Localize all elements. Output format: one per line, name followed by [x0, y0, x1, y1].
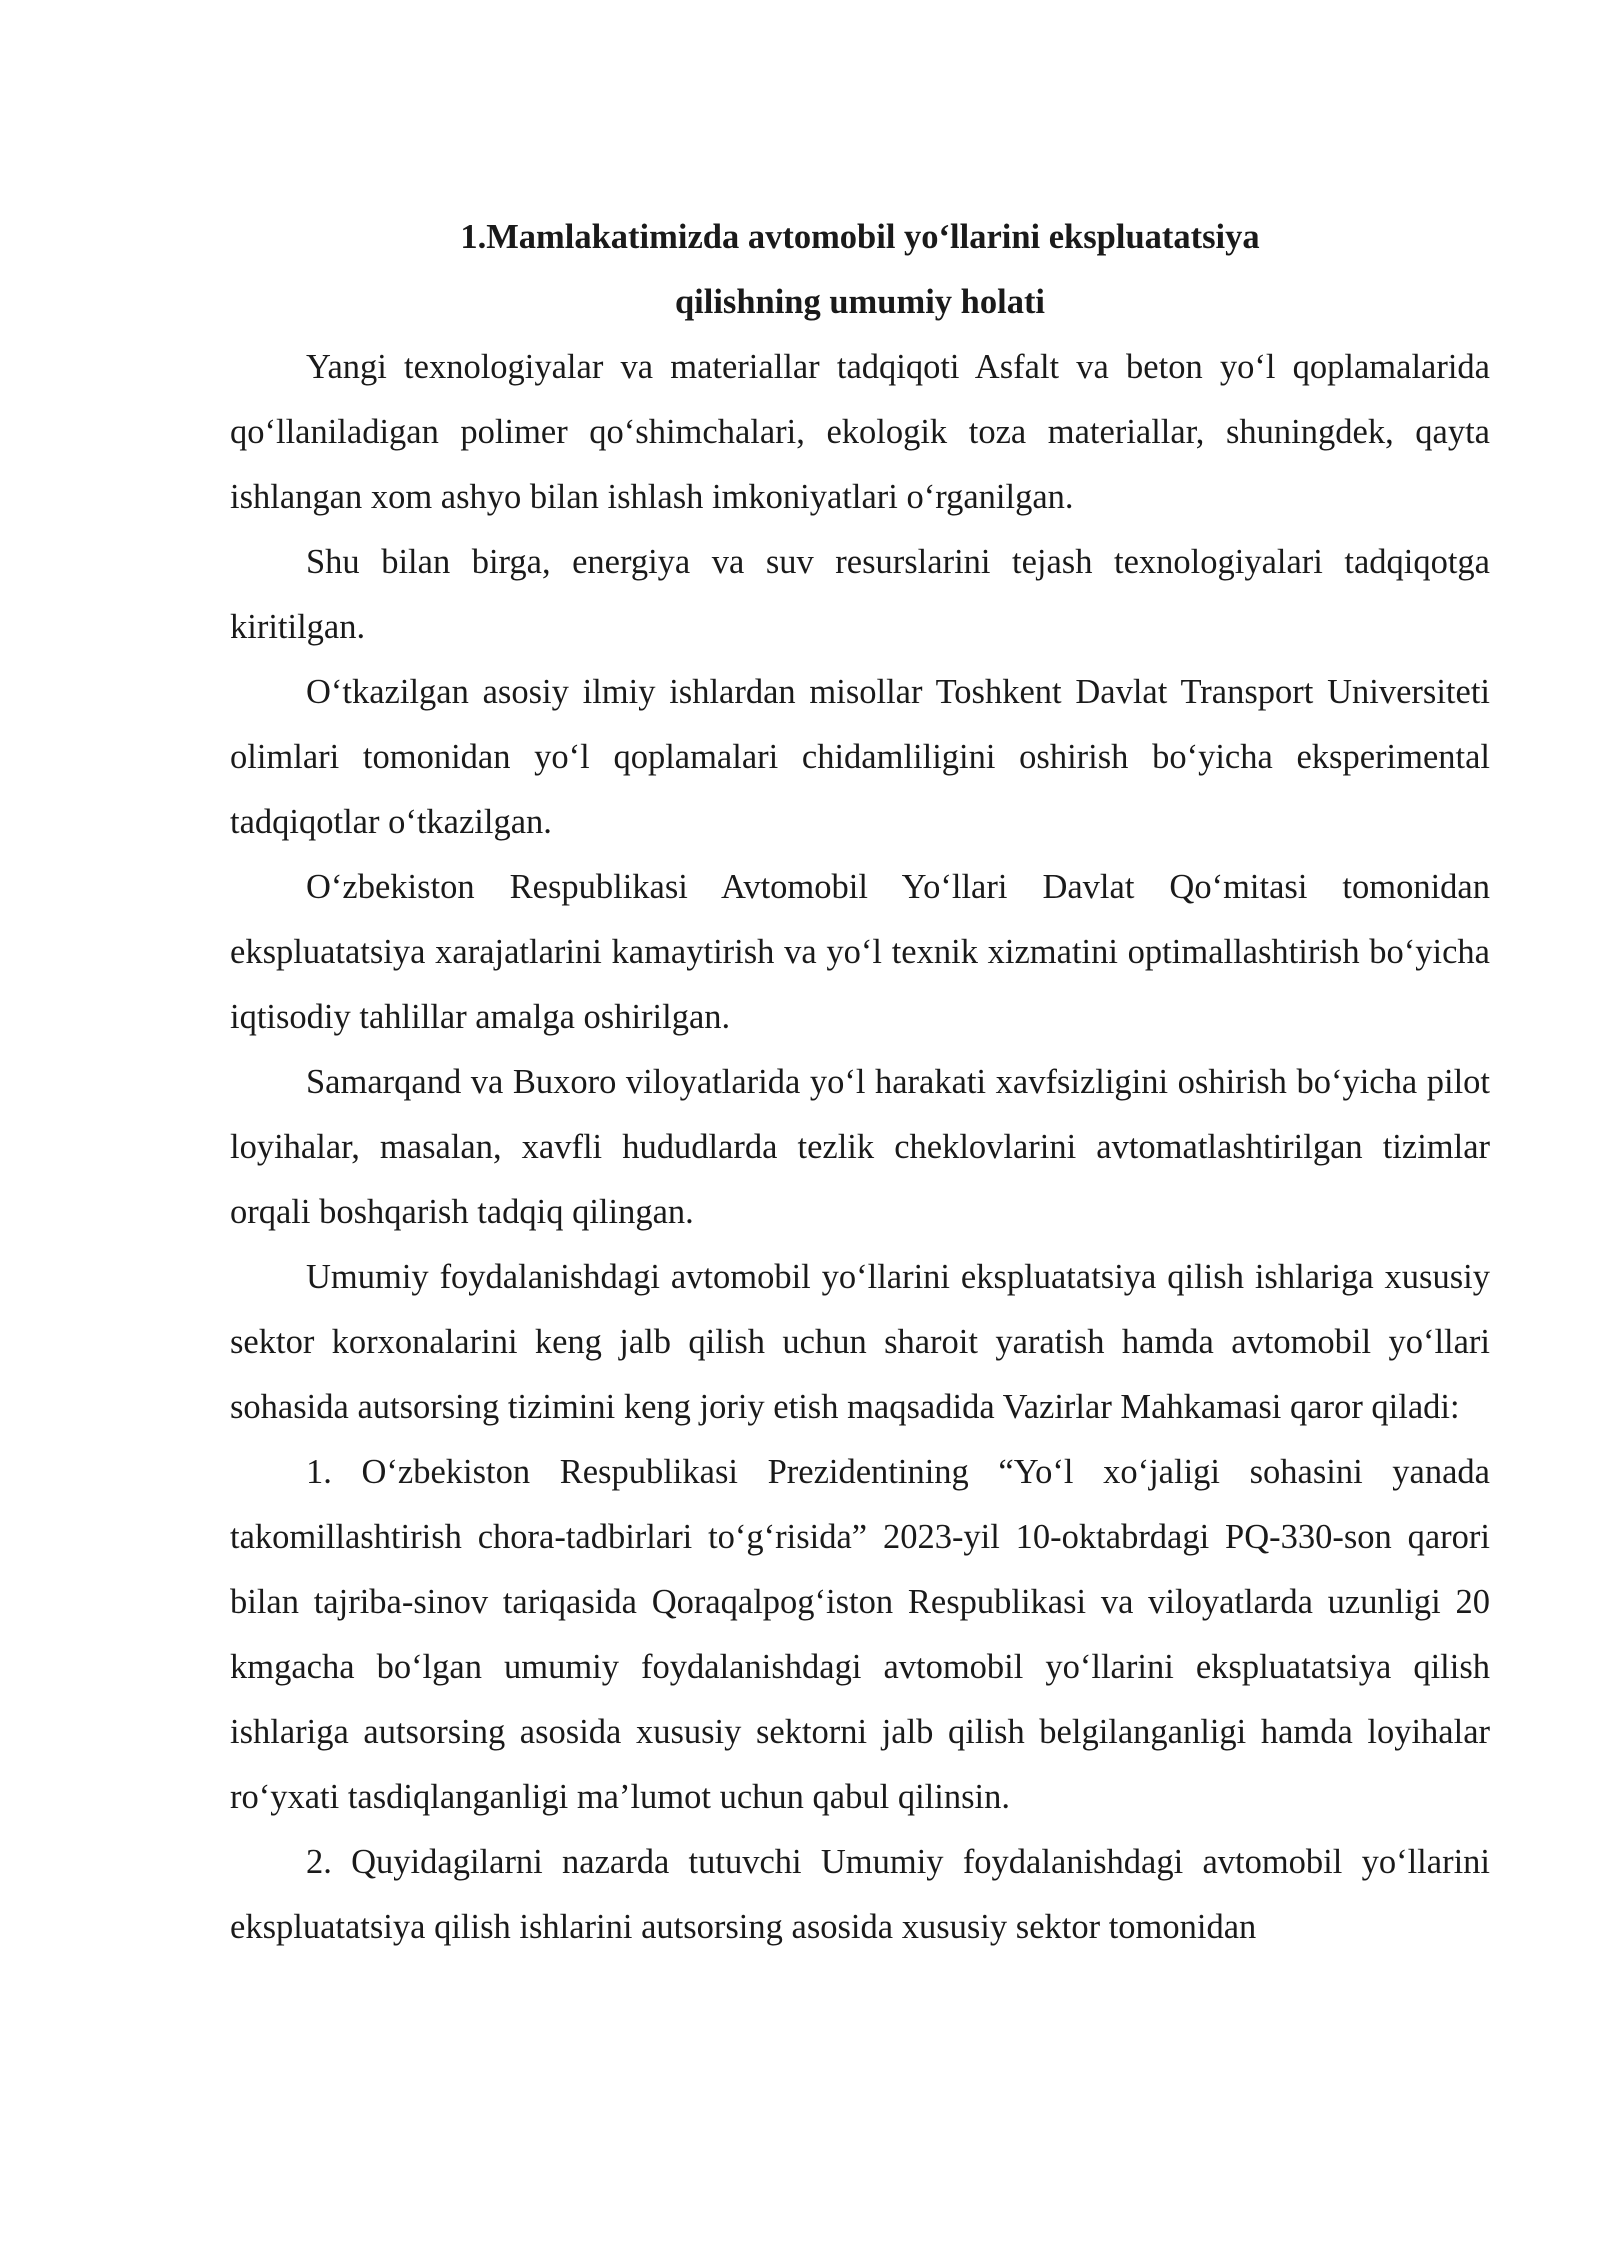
paragraph-pilot-projects: Samarqand va Buxoro viloyatlarida yo‘l harakati xavfsizligini oshirish bo‘yicha pilot loyihalar, masalan, xavfli hududlarda tezlik cheklovlarini avtomatlashtirilgan tizimlar orqali boshqarish tadqiq qilingan. — [230, 1063, 1490, 1231]
paragraph-item-2: 2. Quyidagilarni nazarda tutuvchi Umumiy foydalanishdagi avtomobil yo‘llarini ekspluatatsiya qilish ishlarini autsorsing asosida xususiy sektor tomonidan — [230, 1843, 1490, 1946]
section-title-line-1: 1.Mamlakatimizda avtomobil yo‘llarini ekspluatatsiya — [460, 218, 1260, 256]
document-body — [230, 205, 1490, 1960]
paragraph-new-technologies: Yangi texnologiyalar va materiallar tadqiqoti Asfalt va beton yo‘l qoplamalarida qo‘llaniladigan polimer qo‘shimchalari, ekologik toza materiallar, shuningdek, qayta ishlangan xom ashyo bilan ishlash imkoniyatlari o‘rganilgan. — [230, 348, 1490, 516]
section-title — [230, 205, 1490, 335]
paragraph-resource-saving: Shu bilan birga, energiya va suv resurslarini tejash texnologiyalari tadqiqotga kiritilgan. — [230, 543, 1490, 646]
paragraph-item-1: 1. O‘zbekiston Respublikasi Prezidentining “Yo‘l xo‘jaligi sohasini yanada takomillashtirish chora-tadbirlari to‘g‘risida” 2023-yil 10-oktabrdagi PQ-330-son qarori bilan tajriba-sinov tariqasida Qoraqalpog‘iston Respublikasi va viloyatlarda uzunligi 20 kmgacha bo‘lgan umumiy foydalanishdagi avtomobil yo‘llarini ekspluatatsiya qilish ishlariga autsorsing asosida xususiy sektorni jalb qilish belgilanganligi hamda loyihalar ro‘yxati tasdiqlanganligi ma’lumot uchun qabul qilinsin. — [230, 1453, 1490, 1816]
paragraph-state-committee: O‘zbekiston Respublikasi Avtomobil Yo‘llari Davlat Qo‘mitasi tomonidan ekspluatatsiya xarajatlarini kamaytirish va yo‘l texnik xizmatini optimallashtirish bo‘yicha iqtisodiy tahlillar amalga oshirilgan. — [230, 868, 1490, 1036]
section-title-line-2: qilishning umumiy holati — [674, 283, 1046, 321]
paragraph-research-examples: O‘tkazilgan asosiy ilmiy ishlardan misollar Toshkent Davlat Transport Universiteti olimlari tomonidan yo‘l qoplamalari chidamliligini oshirish bo‘yicha eksperimental tadqiqotlar o‘tkazilgan. — [230, 673, 1490, 841]
paragraph-cabinet-decision: Umumiy foydalanishdagi avtomobil yo‘llarini ekspluatatsiya qilish ishlariga xususiy sektor korxonalarini keng jalb qilish uchun sharoit yaratish hamda avtomobil yo‘llari sohasida autsorsing tizimini keng joriy etish maqsadida Vazirlar Mahkamasi qaror qiladi: — [230, 1258, 1490, 1426]
